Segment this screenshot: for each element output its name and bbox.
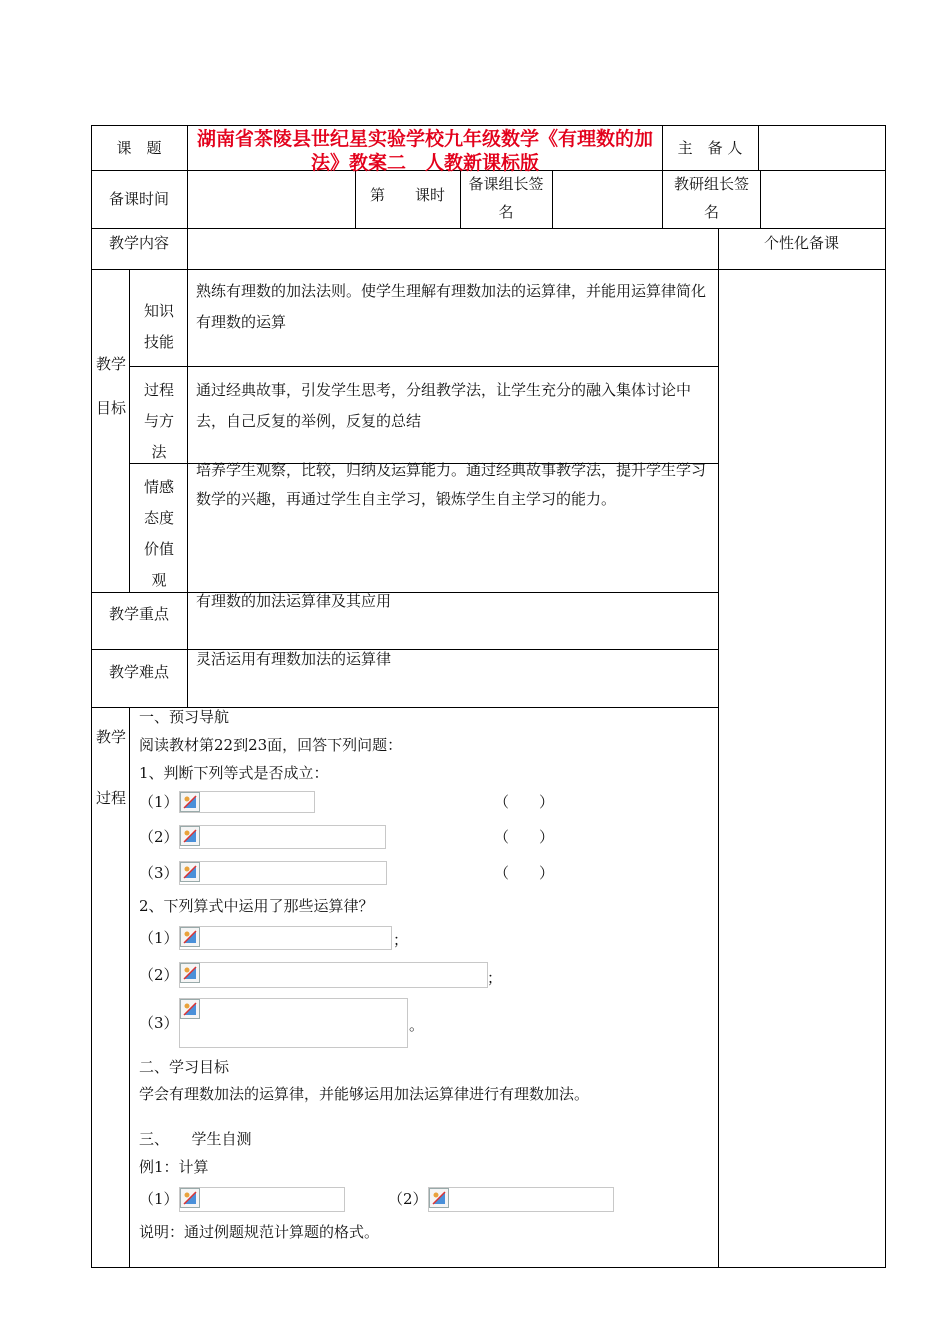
col-divider — [552, 170, 553, 228]
research-leader-label: 教研组长签名 — [673, 175, 749, 221]
table-border-right — [885, 125, 886, 1268]
question-title: 1、判断下列等式是否成立： — [139, 764, 329, 782]
objective-label: 过程与方法 — [143, 381, 174, 461]
broken-image-icon — [180, 963, 200, 983]
preparer-label: 主 备 人 — [677, 139, 743, 157]
broken-image-icon — [180, 862, 200, 882]
formula-image — [428, 1187, 614, 1212]
answer-parentheses[interactable]: （ ） — [494, 828, 555, 846]
formula-image — [179, 1187, 345, 1212]
objective-label: 知识技能 — [143, 302, 174, 351]
item-end-mark: ； — [393, 931, 409, 949]
question-title: 2、下列算式中运用了那些运算律？ — [139, 897, 374, 915]
key-point-text: 有理数的加法运算律及其应用 — [196, 592, 392, 610]
item-number: （2） — [139, 828, 179, 846]
col-divider — [129, 707, 130, 1268]
note-text: 说明：通过例题规范计算题的格式。 — [139, 1223, 380, 1241]
answer-parentheses[interactable]: （ ） — [494, 793, 555, 811]
key-point-label: 教学重点 — [108, 605, 169, 623]
formula-image — [179, 962, 488, 988]
example-title: 例1：计算 — [139, 1158, 209, 1176]
row-divider — [91, 228, 886, 229]
broken-image-icon — [180, 1188, 200, 1208]
personal-prep-label: 个性化备课 — [763, 234, 839, 252]
table-border-bottom — [91, 1267, 886, 1268]
row-divider — [91, 649, 718, 650]
difficulty-text: 灵活运用有理数加法的运算律 — [196, 650, 392, 668]
item-number: （2） — [388, 1190, 428, 1208]
broken-image-icon — [429, 1188, 449, 1208]
formula-image — [179, 998, 408, 1048]
col-divider — [129, 269, 130, 592]
process-label: 教学过程 — [96, 728, 127, 807]
col-divider — [187, 269, 188, 707]
objective-label: 情感态度价值观 — [143, 478, 174, 589]
broken-image-icon — [180, 826, 200, 846]
difficulty-label: 教学难点 — [108, 663, 169, 681]
item-number: （3） — [139, 1014, 179, 1032]
prep-time-label: 备课时间 — [108, 190, 169, 208]
item-number: （1） — [139, 1190, 179, 1208]
row-divider — [129, 366, 718, 367]
broken-image-icon — [180, 999, 200, 1019]
formula-image — [179, 825, 386, 849]
table-border-left — [91, 125, 92, 1268]
col-divider — [758, 125, 759, 170]
formula-image — [179, 791, 315, 813]
course-label: 课 题 — [116, 139, 162, 157]
section-title: 三、 学生自测 — [139, 1130, 252, 1148]
item-number: （1） — [139, 793, 179, 811]
row-divider — [91, 269, 886, 270]
broken-image-icon — [180, 927, 200, 947]
item-number: （2） — [139, 966, 179, 984]
formula-image — [179, 861, 387, 885]
group-leader-label: 备课组长签名 — [468, 175, 544, 221]
lesson-no-label: 第 课时 — [369, 186, 445, 204]
objective-text: 培养学生观察，比较，归纳及运算能力。通过经典故事教学法，提升学生学习数学的兴趣，再通过学生自主学习，锻炼学生自主学习的能力。 — [196, 461, 707, 508]
formula-image — [179, 926, 392, 950]
content-label: 教学内容 — [108, 234, 169, 252]
answer-parentheses[interactable]: （ ） — [494, 864, 555, 882]
section-title: 二、学习目标 — [139, 1058, 230, 1076]
section-title: 一、预习导航 — [139, 708, 230, 726]
item-end-mark: 。 — [409, 1016, 425, 1034]
row-divider — [91, 592, 718, 593]
objectives-label: 教学目标 — [96, 355, 127, 417]
page-title: 湖南省茶陵县世纪星实验学校九年级数学《有理数的加法》教案二 人教新课标版 — [196, 128, 653, 174]
item-number: （1） — [139, 929, 179, 947]
col-divider — [760, 170, 761, 228]
col-divider — [718, 269, 719, 1268]
col-divider — [460, 170, 461, 228]
section-text: 学会有理数加法的运算律，并能够运用加法运算律进行有理数加法。 — [139, 1085, 590, 1103]
col-divider — [187, 125, 188, 269]
table-border-top — [91, 125, 886, 126]
objective-text: 通过经典故事，引发学生思考，分组教学法，让学生充分的融入集体讨论中去，自己反复的举例，反复的总结 — [196, 381, 692, 430]
broken-image-icon — [180, 792, 200, 812]
objective-text: 熟练有理数的加法法则。使学生理解有理数加法的运算律，并能用运算律简化有理数的运算 — [196, 282, 707, 331]
section-intro: 阅读教材第22到23面，回答下列问题： — [139, 736, 403, 754]
item-end-mark: ； — [487, 969, 503, 987]
item-number: （3） — [139, 864, 179, 882]
